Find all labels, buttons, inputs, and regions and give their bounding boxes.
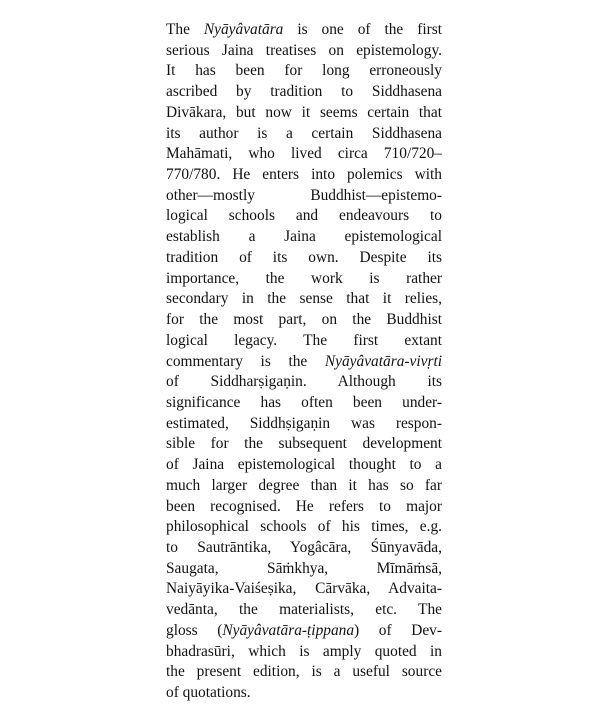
text-line [166, 600, 442, 621]
text-run: vedānta, the materialists, etc. The [166, 601, 442, 619]
text-line [166, 538, 442, 559]
text-run: to Sautrāntika, Yogâcāra, Śūnyavāda, [166, 538, 442, 556]
text-line [166, 289, 442, 310]
text-run: of Siddharṣigaṇin. Although its [166, 373, 442, 391]
text-run: philosophical schools of his times, e.g. [166, 518, 442, 536]
text-line [166, 497, 442, 518]
text-line [166, 372, 442, 393]
text-line [166, 248, 442, 269]
text-line [166, 434, 442, 455]
body-paragraph [166, 20, 442, 704]
text-run: for the most part, on the Buddhist [166, 311, 442, 329]
text-line [166, 165, 442, 186]
text-run: the present edition, is a useful source [166, 663, 442, 681]
text-run: been recognised. He refers to major [166, 497, 442, 515]
text-run: other—mostly Buddhist—epistemo- [166, 186, 442, 204]
text-line [166, 559, 442, 580]
text-run: establish a Jaina epistemological [166, 228, 442, 246]
text-run: significance has often been under- [166, 393, 442, 411]
text-line [166, 662, 442, 683]
text-run: its author is a certain Siddhasena [166, 124, 442, 142]
text-line [166, 393, 442, 414]
text-line [166, 227, 442, 248]
text-line [166, 41, 442, 62]
text-line [166, 414, 442, 435]
text-run: is one of the first [283, 21, 442, 38]
italic-title-text: Nyāyâvatāra-ṭippana [222, 621, 355, 639]
text-line [166, 331, 442, 352]
text-line [166, 310, 442, 331]
text-run: sible for the subsequent development [166, 435, 442, 453]
text-run: of quotations. [166, 684, 251, 701]
text-run: secondary in the sense that it relies, [166, 290, 442, 308]
text-line [166, 517, 442, 538]
text-line [166, 61, 442, 82]
text-line [166, 642, 442, 663]
text-run: ) of Dev- [354, 621, 442, 639]
text-line [166, 206, 442, 227]
text-run: Mahāmati, who lived circa 710/720– [166, 145, 442, 163]
text-run: It has been for long erroneously [166, 62, 442, 80]
text-run: 770/780. He enters into polemics with [166, 166, 442, 184]
text-line [166, 103, 442, 124]
text-run: commentary is the [166, 352, 325, 370]
text-run: ascribed by tradition to Siddhasena [166, 83, 442, 101]
text-run: importance, the work is rather [166, 269, 442, 287]
text-run: Saugata, Sāṁkhya, Mīmāṁsā, [166, 559, 442, 577]
text-run: of Jaina epistemological thought to a [166, 456, 442, 474]
italic-title-text: Nyāyâvatāra [203, 21, 284, 38]
text-run: serious Jaina treatises on epistemology. [166, 41, 442, 59]
text-run: estimated, Siddhṣigaṇin was respon- [166, 414, 442, 432]
text-run: The [166, 21, 204, 38]
text-line [166, 683, 442, 704]
text-run: Naiyāyika-Vaiśeṣika, Cārvāka, Advaita- [166, 580, 442, 598]
text-run: Divākara, but now it seems certain that [166, 103, 442, 121]
text-line [166, 579, 442, 600]
text-line [166, 20, 442, 41]
italic-title-text: Nyāyâvatāra-vivṛti [324, 352, 442, 370]
text-line [166, 186, 442, 207]
text-run: logical schools and endeavours to [166, 207, 442, 225]
text-run: much larger degree than it has so far [166, 476, 442, 494]
text-line [166, 124, 442, 145]
text-line [166, 82, 442, 103]
text-run: logical legacy. The first extant [166, 331, 442, 349]
text-line [166, 144, 442, 165]
text-line [166, 269, 442, 290]
text-line [166, 621, 442, 642]
text-line [166, 455, 442, 476]
text-run: gloss ( [166, 621, 223, 639]
text-run: tradition of its own. Despite its [166, 248, 442, 266]
text-line [166, 352, 442, 373]
text-run: bhadrasūri, which is amply quoted in [166, 642, 442, 660]
text-line [166, 476, 442, 497]
